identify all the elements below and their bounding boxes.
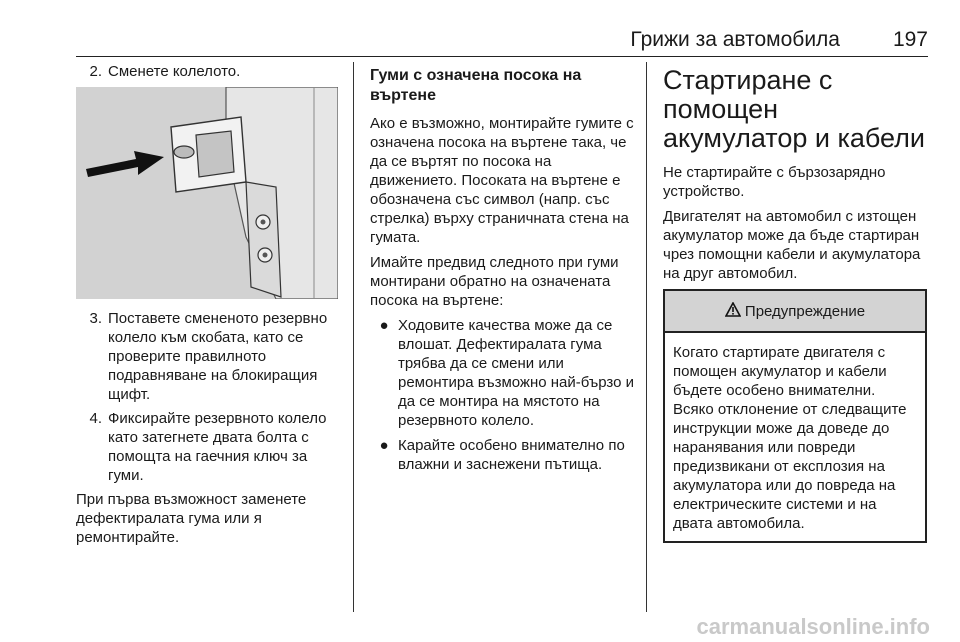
column-right [663,62,927,543]
replace-tyre-paragraph: При първа възможност заменете дефектиралата гума или я ремонтирайте. [76,491,307,546]
step-2 [76,62,338,81]
step-number: 4. [89,410,102,427]
warning-header [665,291,925,333]
bullet-text: Карайте особено внимателно по влажни и заснежени пътища. [398,437,625,473]
warning-triangle-icon [725,302,741,321]
step-number: 3. [89,310,102,327]
bullet-item-2 [370,436,634,474]
column-middle [370,62,634,480]
directional-tyres-paragraph-2: Имайте предвид следното при гуми монтирани обратно на означената посока на въртене: [370,254,619,309]
step-3 [76,309,338,404]
warning-box [663,289,927,543]
watermark: carmanualsonline.info [696,614,930,639]
bullet-icon: ● [379,317,389,334]
warning-body [665,333,925,541]
jump-start-paragraph-2: Двигателят на автомобил с изтощен акумулатор може да бъде стартиран чрез помощни кабели и акумулатора на друг автомобил. [663,208,921,282]
jump-start-paragraph-1: Не стартирайте с бързозарядно устройство. [663,164,886,200]
header-rule [76,56,928,57]
spare-wheel-illustration [76,87,338,299]
page-header [76,22,928,56]
step-number: 2. [89,63,102,80]
step-text: Сменете колелото. [108,63,241,80]
bullet-icon: ● [379,437,389,454]
page-number: 197 [892,28,928,51]
step-text: Поставете смененото резервно колело към скобата, като се проверите правилното подравняване на блокиращия щифт. [108,310,328,403]
column-divider-1 [353,62,354,612]
bullet-text: Ходовите качества може да се влошат. Дефектиралата гума трябва да се смени или ремонтира възможно най-бързо и да се монтира на мястото на резервното колело. [398,317,635,429]
spare-wheel-bracket-image [76,87,338,299]
warning-title: Предупреждение [744,302,866,320]
directional-tyres-paragraph-1: Ако е възможно, монтирайте гумите с означена посока на въртене така, че да се въртят по посока на движението. Посоката на въртене е обозначена със символ (напр. със стрелка) върху страничната стена на гумата. [370,115,634,246]
directional-tyres-heading: Гуми с означена посока на въртене [370,67,582,104]
bullet-item-1 [370,316,634,430]
warning-text: Когато стартирате двигателя с помощен акумулатор и кабели бъдете особено внимателни. Всяко отклонение от следващите инструкции може да доведе до наранявания или повреди предизвикани от експлозия на акумулатора или до повреда на електрическите системи и на двата автомобила. [673,344,907,532]
header-title: Грижи за автомобила [630,28,840,51]
column-divider-2 [646,62,647,612]
jump-start-heading: Стартиране с помощен акумулатор и кабели [663,65,925,153]
step-4 [76,409,338,485]
step-text: Фиксирайте резервното колело като затегнете двата болта с помощта на гаечния ключ за гуми. [108,410,327,484]
column-left [76,62,338,553]
